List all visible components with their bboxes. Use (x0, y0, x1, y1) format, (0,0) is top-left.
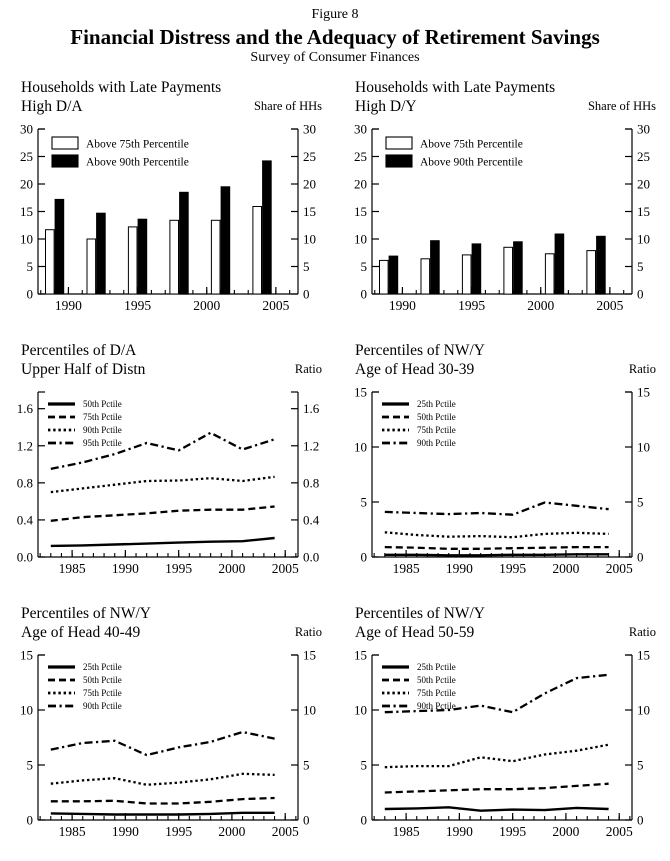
x-axis-tick-label: 2005 (262, 298, 290, 313)
y-axis-tick-label: 15 (303, 204, 316, 219)
y-axis-tick-label: 15 (354, 647, 367, 663)
x-axis-tick-label: 1990 (111, 561, 139, 576)
y-axis-tick-label: 0 (26, 286, 33, 302)
legend-label: 25th Pctile (417, 662, 456, 672)
chart-unit-label: Ratio (294, 362, 322, 376)
chart-unit-label: Share of HHs (253, 99, 322, 113)
y-axis-tick-label: 30 (20, 121, 33, 137)
series-line-solid (51, 538, 275, 546)
y-axis-tick-label: 15 (20, 647, 33, 663)
y-axis-tick-label: 1.6 (16, 401, 33, 417)
x-axis-tick-label: 2005 (271, 561, 299, 576)
x-axis-tick-label: 1995 (458, 298, 486, 313)
y-axis-tick-label: 20 (637, 176, 650, 192)
bar (180, 192, 189, 294)
bar (46, 230, 55, 294)
chart-panel-nwy-40-49 (4, 604, 332, 854)
x-axis-tick-label: 1990 (388, 298, 416, 313)
legend-label: Above 90th Percentile (86, 156, 189, 169)
bar (431, 241, 440, 294)
x-axis-tick-label: 1995 (499, 824, 527, 839)
x-axis-tick-label: 2005 (271, 824, 299, 839)
chart-svg-2 (4, 380, 330, 586)
y-axis-tick-label: 0 (303, 812, 310, 828)
y-axis-tick-label: 15 (637, 204, 650, 219)
x-axis-tick-label: 1995 (165, 561, 193, 576)
chart-svg-4 (4, 643, 330, 849)
chart-plot (338, 117, 666, 328)
y-axis-tick-label: 5 (26, 757, 33, 773)
legend-label: 95th Pctile (83, 438, 122, 448)
y-axis-tick-label: 30 (303, 121, 316, 137)
chart-title-line1: Percentiles of NW/Y (355, 605, 485, 622)
bar (555, 234, 564, 294)
y-axis-tick-label: 1.2 (303, 438, 320, 454)
page-title: Financial Distress and the Adequacy of Retirement Savings (70, 25, 600, 49)
y-axis-tick-label: 5 (637, 757, 644, 773)
y-axis-tick-label: 5 (360, 757, 367, 773)
chart-unit-label: Ratio (628, 362, 656, 376)
chart-title-line1: Households with Late Payments (355, 79, 556, 96)
y-axis-tick-label: 20 (354, 176, 367, 192)
chart-unit-label: Ratio (294, 625, 322, 639)
chart-title-line1: Percentiles of D/A (21, 342, 137, 359)
y-axis-tick-label: 10 (637, 439, 650, 455)
y-axis-tick-label: 0 (360, 549, 367, 565)
chart-unit-label: Ratio (628, 625, 656, 639)
legend-label: 90th Pctile (83, 425, 122, 435)
chart-header (4, 78, 332, 116)
chart-header (338, 604, 666, 642)
legend-label: 50th Pctile (83, 399, 122, 409)
y-axis-tick-label: 0 (360, 812, 367, 828)
x-axis-tick-label: 1990 (445, 824, 473, 839)
x-axis-tick-label: 1985 (392, 824, 420, 839)
x-axis-tick-label: 2000 (552, 824, 580, 839)
legend-label: 75th Pctile (417, 425, 456, 435)
chart-header (338, 341, 666, 379)
y-axis-tick-label: 5 (303, 259, 310, 274)
chart-plot (338, 380, 666, 591)
charts-grid (0, 66, 670, 854)
y-axis-tick-label: 30 (637, 121, 650, 137)
y-axis-tick-label: 25 (637, 149, 650, 164)
legend-swatch-open-bar (52, 137, 78, 149)
chart-plot (4, 117, 332, 328)
legend-label: Above 90th Percentile (420, 156, 523, 169)
bar (211, 220, 220, 294)
series-line-solid (51, 813, 275, 815)
chart-header (338, 78, 666, 116)
bar (587, 251, 596, 294)
x-axis-tick-label: 1985 (58, 561, 86, 576)
x-axis-tick-label: 1985 (58, 824, 86, 839)
bar (597, 236, 606, 294)
figure-number: Figure 8 (311, 7, 359, 22)
chart-title-line2: High D/Y (355, 98, 417, 115)
series-line-dotted (385, 532, 609, 537)
y-axis-tick-label: 10 (637, 231, 650, 247)
bar (170, 220, 179, 294)
x-axis-tick-label: 1985 (392, 561, 420, 576)
bar (389, 256, 398, 294)
y-axis-tick-label: 15 (637, 647, 650, 663)
chart-panel-nwy-30-39 (338, 341, 666, 591)
bar (138, 219, 147, 294)
y-axis-tick-label: 0 (637, 549, 644, 565)
series-line-dashed (51, 507, 275, 521)
y-axis-tick-label: 10 (303, 231, 316, 247)
x-axis-tick-label: 2005 (596, 298, 624, 313)
y-axis-tick-label: 25 (354, 149, 367, 164)
y-axis-tick-label: 15 (20, 204, 33, 219)
y-axis-tick-label: 0 (360, 286, 367, 302)
y-axis-tick-label: 20 (303, 176, 316, 192)
bar (263, 161, 272, 294)
chart-title-line2: Age of Head 40-49 (21, 624, 141, 641)
y-axis-tick-label: 10 (354, 231, 367, 247)
y-axis-tick-label: 0.0 (16, 549, 33, 565)
chart-header (4, 341, 332, 379)
y-axis-tick-label: 30 (354, 121, 367, 137)
y-axis-tick-label: 25 (20, 149, 33, 164)
y-axis-tick-label: 0 (303, 286, 310, 302)
y-axis-tick-label: 0 (637, 812, 644, 828)
chart-svg-5 (338, 643, 664, 849)
legend-label: Above 75th Percentile (86, 138, 189, 151)
bar (97, 213, 106, 294)
series-line-solid (385, 554, 609, 555)
legend-label: 75th Pctile (417, 688, 456, 698)
legend-label: 50th Pctile (417, 675, 456, 685)
chart-title-line2: Age of Head 30-39 (355, 361, 475, 378)
series-line-dotted (51, 774, 275, 785)
x-axis-tick-label: 2000 (552, 561, 580, 576)
x-axis-tick-label: 2000 (527, 298, 555, 313)
chart-title-line2: Upper Half of Distn (21, 361, 146, 378)
x-axis-tick-label: 2005 (605, 561, 633, 576)
legend-label: 90th Pctile (417, 438, 456, 448)
y-axis-tick-label: 15 (354, 204, 367, 219)
y-axis-tick-label: 15 (354, 384, 367, 400)
bar (87, 239, 96, 294)
series-line-dotted (385, 745, 609, 768)
x-axis-tick-label: 1995 (124, 298, 152, 313)
y-axis-tick-label: 5 (303, 757, 310, 773)
bar (514, 242, 523, 294)
y-axis-tick-label: 5 (360, 494, 367, 510)
legend-label: Above 75th Percentile (420, 138, 523, 151)
bar (55, 199, 64, 294)
x-axis-tick-label: 1990 (445, 561, 473, 576)
chart-title-line2: High D/A (21, 98, 83, 115)
y-axis-tick-label: 0.4 (303, 512, 320, 528)
chart-plot (4, 643, 332, 854)
x-axis-tick-label: 1990 (54, 298, 82, 313)
y-axis-tick-label: 25 (303, 149, 316, 164)
bar (221, 187, 230, 294)
x-axis-tick-label: 2000 (218, 561, 246, 576)
legend-label: 25th Pctile (417, 399, 456, 409)
series-line-dashed (51, 798, 275, 804)
chart-svg-0 (4, 117, 330, 323)
figure-header (0, 0, 670, 66)
y-axis-tick-label: 0.8 (303, 475, 320, 491)
y-axis-tick-label: 15 (303, 647, 316, 663)
chart-svg-1 (338, 117, 664, 323)
y-axis-tick-label: 20 (20, 176, 33, 192)
x-axis-tick-label: 1995 (165, 824, 193, 839)
chart-panel-percentiles-da (4, 341, 332, 591)
legend-label: 90th Pctile (83, 701, 122, 711)
chart-panel-late-payments-dy (338, 78, 666, 328)
y-axis-tick-label: 0 (637, 286, 644, 302)
y-axis-tick-label: 15 (637, 384, 650, 400)
series-line-solid (385, 807, 609, 810)
y-axis-tick-label: 0.8 (16, 475, 33, 491)
chart-unit-label: Share of HHs (587, 99, 656, 113)
y-axis-tick-label: 10 (20, 702, 33, 718)
chart-title-line1: Households with Late Payments (21, 79, 222, 96)
bar (504, 247, 513, 294)
y-axis-tick-label: 10 (637, 702, 650, 718)
chart-title-line1: Percentiles of NW/Y (355, 342, 485, 359)
legend-label: 75th Pctile (83, 412, 122, 422)
x-axis-tick-label: 1990 (111, 824, 139, 839)
bar (253, 207, 262, 295)
series-line-dotted (51, 477, 275, 492)
chart-header (4, 604, 332, 642)
legend-label: 50th Pctile (417, 412, 456, 422)
chart-plot (338, 643, 666, 854)
legend-swatch-filled-bar (52, 155, 78, 167)
series-line-dashdot (51, 732, 275, 755)
bar (128, 227, 137, 294)
y-axis-tick-label: 5 (637, 494, 644, 510)
legend-label: 50th Pctile (83, 675, 122, 685)
y-axis-tick-label: 1.2 (16, 438, 33, 454)
y-axis-tick-label: 0.0 (303, 549, 320, 565)
x-axis-tick-label: 2000 (193, 298, 221, 313)
y-axis-tick-label: 10 (303, 702, 316, 718)
series-line-dashed (385, 547, 609, 549)
y-axis-tick-label: 5 (637, 259, 644, 274)
bar (380, 260, 389, 294)
y-axis-tick-label: 1.6 (303, 401, 320, 417)
chart-title-line2: Age of Head 50-59 (355, 624, 475, 641)
chart-title-line1: Percentiles of NW/Y (21, 605, 151, 622)
y-axis-tick-label: 0 (26, 812, 33, 828)
x-axis-tick-label: 2000 (218, 824, 246, 839)
chart-plot (4, 380, 332, 591)
bar (462, 255, 471, 294)
y-axis-tick-label: 5 (360, 259, 367, 274)
page-subtitle: Survey of Consumer Finances (250, 50, 420, 65)
y-axis-tick-label: 10 (354, 439, 367, 455)
series-line-dashdot (385, 503, 609, 515)
legend-swatch-open-bar (386, 137, 412, 149)
y-axis-tick-label: 5 (26, 259, 33, 274)
bar (545, 254, 554, 294)
legend-label: 90th Pctile (417, 701, 456, 711)
y-axis-tick-label: 10 (354, 702, 367, 718)
legend-label: 75th Pctile (83, 688, 122, 698)
legend-swatch-filled-bar (386, 155, 412, 167)
y-axis-tick-label: 0.4 (16, 512, 33, 528)
chart-panel-nwy-50-59 (338, 604, 666, 854)
x-axis-tick-label: 2005 (605, 824, 633, 839)
y-axis-tick-label: 10 (20, 231, 33, 247)
chart-svg-3 (338, 380, 664, 586)
bar (472, 244, 481, 294)
bar (421, 259, 430, 294)
chart-panel-late-payments-da (4, 78, 332, 328)
legend-label: 25th Pctile (83, 662, 122, 672)
x-axis-tick-label: 1995 (499, 561, 527, 576)
series-line-dashed (385, 784, 609, 793)
